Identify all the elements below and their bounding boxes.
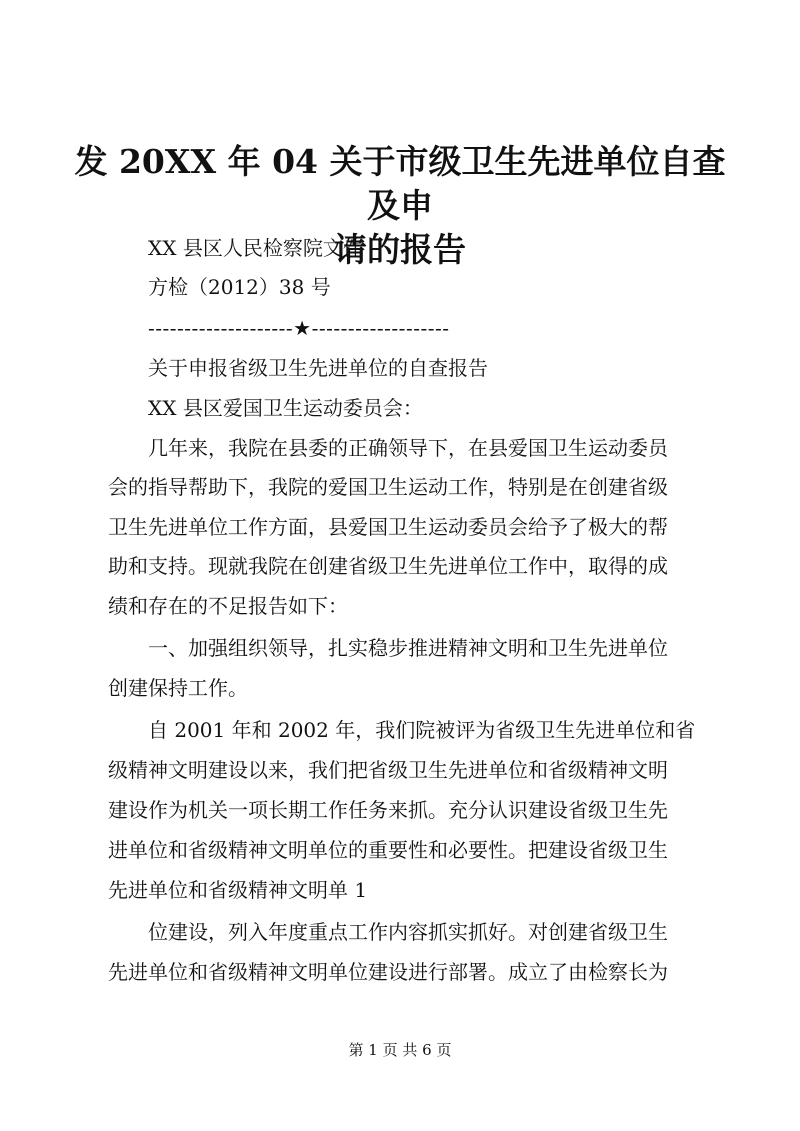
page-footer: 第 1 页 共 6 页 bbox=[348, 1041, 452, 1059]
paragraph-4-line: 位建设，列入年度重点工作内容抓实抓好。对创建省级卫生 bbox=[148, 920, 668, 944]
recipient-line: XX 县区爱国卫生运动委员会： bbox=[148, 396, 423, 420]
paragraph-3-line: 建设作为机关一项长期工作任务来抓。充分认识建设省级卫生先 bbox=[108, 798, 668, 822]
subject-line: 关于申报省级卫生先进单位的自查报告 bbox=[148, 356, 488, 380]
star-divider: --------------------★------------------- bbox=[148, 316, 450, 340]
paragraph-3-line: 自 2001 年和 2002 年，我们院被评为省级卫生先进单位和省 bbox=[148, 718, 696, 742]
paragraph-1-line: 会的指导帮助下，我院的爱国卫生运动工作，特别是在创建省级 bbox=[108, 475, 668, 499]
paragraph-1-line: 绩和存在的不足报告如下： bbox=[108, 594, 348, 618]
paragraph-1-line: 卫生先进单位工作方面，县爱国卫生运动委员会给予了极大的帮 bbox=[108, 515, 668, 539]
title-line-2: 请的报告 bbox=[334, 230, 466, 269]
paragraph-2-line: 创建保持工作。 bbox=[108, 676, 248, 700]
document-number: 方检（2012）38 号 bbox=[148, 275, 331, 299]
paragraph-1-line: 助和支持。现就我院在创建省级卫生先进单位工作中，取得的成 bbox=[108, 554, 668, 578]
paragraph-3-line: 先进单位和省级精神文明单 1 bbox=[108, 878, 368, 902]
issuer-line: XX 县区人民检察院文件 bbox=[148, 236, 363, 260]
title-line-1: 发 20XX 年 04 关于市级卫生先进单位自查及申 bbox=[74, 142, 726, 225]
paragraph-2-line: 一、加强组织领导，扎实稳步推进精神文明和卫生先进单位 bbox=[148, 636, 668, 660]
paragraph-4-line: 先进单位和省级精神文明单位建设进行部署。成立了由检察长为 bbox=[108, 960, 668, 984]
paragraph-3-line: 进单位和省级精神文明单位的重要性和必要性。把建设省级卫生 bbox=[108, 838, 668, 862]
paragraph-3-line: 级精神文明建设以来，我们把省级卫生先进单位和省级精神文明 bbox=[108, 758, 668, 782]
paragraph-1-line: 几年来，我院在县委的正确领导下，在县爱国卫生运动委员 bbox=[148, 436, 668, 460]
